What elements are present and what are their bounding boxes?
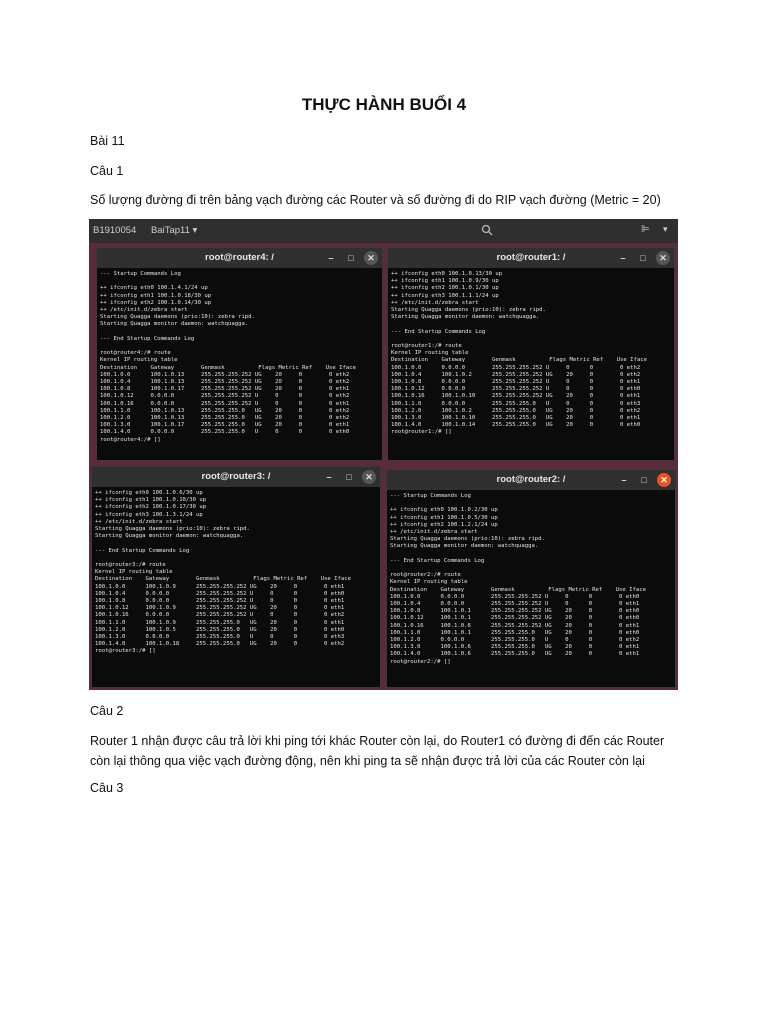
terminal-line: root@router3:/# route bbox=[95, 562, 166, 569]
terminal-line: ++ ifconfig eth0 100.1.0.2/30 up bbox=[390, 507, 498, 514]
terminal-line: 100.1.0.16 100.1.0.10 255.255.255.252 UG 20 0 0 eth1 bbox=[391, 393, 641, 400]
terminal-line: 100.1.1.0 100.1.0.9 255.255.255.0 UG 20 0 0 eth1 bbox=[95, 619, 345, 626]
window-title: root@router3: / bbox=[201, 471, 271, 482]
maximize-icon[interactable]: □ bbox=[641, 475, 647, 485]
terminal-line: ++ ifconfig eth2 100.1.0.14/30 up bbox=[100, 299, 212, 306]
terminal-line: Starting Quagga monitor daemon: watchquagga. bbox=[391, 314, 540, 321]
terminal-line: 100.1.2.0 100.1.0.5 255.255.255.0 UG 20 0 0 eth0 bbox=[95, 626, 345, 633]
terminal-line: --- End Startup Commands Log bbox=[391, 328, 486, 335]
minimize-icon[interactable]: – bbox=[620, 253, 626, 263]
maximize-icon[interactable]: □ bbox=[346, 472, 352, 482]
terminal-line: 100.1.0.8 0.0.0.0 255.255.255.252 U 0 0 0 eth1 bbox=[391, 379, 641, 386]
close-icon[interactable]: ✕ bbox=[656, 251, 670, 265]
desktop-topbar bbox=[89, 219, 678, 243]
terminal-output[interactable] bbox=[95, 490, 377, 685]
terminal-line: --- End Startup Commands Log bbox=[95, 547, 190, 554]
terminal-line: 100.1.0.0 100.1.0.9 255.255.255.252 UG 20 0 0 eth1 bbox=[95, 583, 345, 590]
terminal-line: 100.1.0.16 0.0.0.0 255.255.255.252 U 0 0 0 eth2 bbox=[95, 612, 345, 619]
tab-baitap11[interactable]: BaiTap11 ▾ bbox=[151, 225, 198, 236]
question-1-text: Số lượng đường đi trên bảng vạch đường các Router và số đường đi do RIP vạch đường (Metric = 20) bbox=[90, 193, 661, 207]
terminal-line: 100.1.4.0 0.0.0.0 255.255.255.0 U 0 0 0 eth0 bbox=[100, 429, 350, 436]
window-titlebar[interactable] bbox=[388, 248, 674, 268]
terminal-line: 100.1.0.8 100.1.0.1 255.255.255.252 UG 20 0 0 eth0 bbox=[390, 608, 640, 615]
terminal-line: 100.1.2.0 100.1.0.2 255.255.255.0 UG 20 0 0 eth2 bbox=[391, 407, 641, 414]
terminal-line: Kernel IP routing table bbox=[95, 569, 173, 576]
terminal-line: ++ ifconfig eth1 100.1.0.18/30 up bbox=[100, 292, 212, 299]
terminal-line: ++ ifconfig eth0 100.1.0.6/30 up bbox=[95, 490, 203, 496]
terminal-line: 100.1.0.16 100.1.0.6 255.255.255.252 UG 20 0 0 eth1 bbox=[390, 622, 640, 629]
close-icon[interactable]: ✕ bbox=[657, 473, 671, 487]
chevron-down-icon[interactable]: ▾ bbox=[663, 224, 668, 234]
terminal-line: 100.1.4.0 100.1.0.14 255.255.255.0 UG 20 0 0 eth0 bbox=[391, 422, 641, 429]
terminal-line: ++ ifconfig eth0 100.1.0.13/30 up bbox=[391, 271, 503, 277]
terminal-line: 100.1.1.0 100.1.0.13 255.255.255.0 UG 20 0 0 eth2 bbox=[100, 407, 350, 414]
window-title: root@router2: / bbox=[496, 474, 566, 485]
terminal-line: 100.1.4.0 100.1.0.6 255.255.255.0 UG 20 0 0 eth1 bbox=[390, 651, 640, 658]
window-title: root@router1: / bbox=[496, 252, 566, 263]
terminal-line: ++ /etc/init.d/zebra start bbox=[390, 529, 478, 536]
terminal-line: 100.1.3.0 0.0.0.0 255.255.255.0 U 0 0 0 eth3 bbox=[95, 634, 345, 641]
terminal-line: ++ ifconfig eth2 100.1.2.1/24 up bbox=[390, 521, 498, 528]
terminal-line: Kernel IP routing table bbox=[390, 579, 468, 586]
terminal-line: --- Startup Commands Log bbox=[100, 271, 181, 277]
terminal-line: 100.1.0.12 100.1.0.9 255.255.255.252 UG 20 0 0 eth1 bbox=[95, 605, 345, 612]
terminal-line: --- Startup Commands Log bbox=[390, 493, 471, 499]
terminal-line: 100.1.0.0 0.0.0.0 255.255.255.252 U 0 0 0 eth0 bbox=[390, 593, 640, 600]
terminal-line: ++ ifconfig eth3 100.1.1.1/24 up bbox=[391, 292, 499, 299]
terminal-line: ++ /etc/init.d/zebra start bbox=[95, 518, 183, 525]
terminal-line: ++ ifconfig eth1 100.1.0.9/30 up bbox=[391, 278, 499, 285]
terminal-line: --- End Startup Commands Log bbox=[390, 557, 485, 564]
terminal-line: Destination Gateway Genmask Flags Metric Ref Use Iface bbox=[390, 586, 646, 593]
terminal-window-router2[interactable] bbox=[386, 469, 676, 688]
window-titlebar[interactable] bbox=[387, 470, 675, 490]
minimize-icon[interactable]: – bbox=[326, 472, 332, 482]
terminal-line: ++ ifconfig eth2 100.1.0.17/30 up bbox=[95, 504, 207, 511]
terminal-line: 100.1.0.12 0.0.0.0 255.255.255.252 U 0 0 0 eth0 bbox=[391, 386, 641, 393]
terminal-line: Starting Quagga monitor daemon: watchquagga. bbox=[95, 533, 244, 540]
terminal-line: Kernel IP routing table bbox=[391, 350, 469, 357]
terminal-output[interactable] bbox=[391, 271, 671, 458]
terminal-line: 100.1.0.4 100.1.0.2 255.255.255.252 UG 20 0 0 eth2 bbox=[391, 371, 641, 378]
terminal-line: 100.1.0.4 0.0.0.0 255.255.255.252 U 0 0 0 eth1 bbox=[390, 601, 640, 608]
project-label: B1910054 bbox=[93, 225, 137, 236]
terminal-line: ++ /etc/init.d/zebra start bbox=[100, 307, 188, 314]
terminal-window-router1[interactable] bbox=[387, 247, 675, 461]
terminal-line: Starting Quagga daemons (prio:10): zebra ripd. bbox=[95, 526, 250, 533]
maximize-icon[interactable]: □ bbox=[640, 253, 646, 263]
terminal-line: 100.1.0.16 0.0.0.0 255.255.255.252 U 0 0 0 eth1 bbox=[100, 400, 350, 407]
terminal-line: ++ ifconfig eth1 100.1.0.10/30 up bbox=[95, 497, 207, 504]
terminal-line: Starting Quagga monitor daemon: watchquagga. bbox=[100, 321, 249, 328]
window-titlebar[interactable] bbox=[97, 248, 382, 268]
terminal-line: 100.1.0.8 100.1.0.17 255.255.255.252 UG 20 0 0 eth1 bbox=[100, 386, 350, 393]
terminal-line: 100.1.0.4 100.1.0.13 255.255.255.252 UG 20 0 0 eth2 bbox=[100, 379, 350, 386]
terminal-line: 100.1.2.0 0.0.0.0 255.255.255.0 U 0 0 0 eth2 bbox=[390, 637, 640, 644]
terminal-window-router3[interactable] bbox=[91, 466, 381, 688]
question-1-heading: Câu 1 bbox=[90, 164, 124, 178]
terminal-line: 100.1.4.0 100.1.0.18 255.255.255.0 UG 20 0 0 eth2 bbox=[95, 641, 345, 648]
terminal-line: 100.1.3.0 100.1.0.10 255.255.255.0 UG 20 0 0 eth1 bbox=[391, 415, 641, 422]
terminal-line: Destination Gateway Genmask Flags Metric Ref Use Iface bbox=[100, 364, 356, 371]
terminal-line: root@router2:/# [] bbox=[390, 658, 451, 665]
terminal-line: Destination Gateway Genmask Flags Metric Ref Use Iface bbox=[95, 576, 351, 583]
terminal-line: 100.1.1.0 0.0.0.0 255.255.255.0 U 0 0 0 eth3 bbox=[391, 400, 641, 407]
terminal-line: Kernel IP routing table bbox=[100, 357, 178, 364]
question-2-heading: Câu 2 bbox=[90, 704, 124, 718]
question-2-text: Router 1 nhận được câu trả lời khi ping tới khác Router còn lại, do Router1 có đường đi đến các Router còn lại thông qua việc vạch đường động, nên khi ping ta sẽ nhận được trả lời của các Router còn lại bbox=[90, 734, 665, 768]
exercise-heading: Bài 11 bbox=[90, 134, 125, 148]
terminal-line: 100.1.0.4 0.0.0.0 255.255.255.252 U 0 0 0 eth0 bbox=[95, 590, 345, 597]
question-3-heading: Câu 3 bbox=[90, 781, 124, 795]
terminal-line: ++ /etc/init.d/zebra start bbox=[391, 299, 479, 306]
terminal-line: Starting Quagga daemons (prio:10): zebra ripd. bbox=[100, 314, 255, 321]
terminal-line: Starting Quagga daemons (prio:10): zebra ripd. bbox=[391, 307, 546, 314]
terminal-line: root@router1:/# [] bbox=[391, 429, 452, 436]
terminal-line: --- End Startup Commands Log bbox=[100, 335, 195, 342]
terminal-line: 100.1.1.0 100.1.0.1 255.255.255.0 UG 20 0 0 eth0 bbox=[390, 629, 640, 636]
terminal-line: 100.1.2.0 100.1.0.13 255.255.255.0 UG 20 0 0 eth2 bbox=[100, 415, 350, 422]
terminal-line: 100.1.0.12 100.1.0.1 255.255.255.252 UG 20 0 0 eth0 bbox=[390, 615, 640, 622]
terminal-line: 100.1.3.0 100.1.0.17 255.255.255.0 UG 20 0 0 eth1 bbox=[100, 422, 350, 429]
window-titlebar[interactable] bbox=[92, 467, 380, 487]
terminal-line: ++ ifconfig eth2 100.1.0.1/30 up bbox=[391, 285, 499, 292]
terminal-line: Destination Gateway Genmask Flags Metric Ref Use Iface bbox=[391, 357, 647, 364]
minimize-icon[interactable]: – bbox=[328, 253, 334, 263]
terminal-line: 100.1.0.0 0.0.0.0 255.255.255.252 U 0 0 0 eth2 bbox=[391, 364, 641, 371]
terminal-window-router4[interactable] bbox=[96, 247, 383, 461]
terminal-line: ++ ifconfig eth0 100.1.4.1/24 up bbox=[100, 285, 208, 292]
close-icon[interactable]: ✕ bbox=[364, 251, 378, 265]
search-icon[interactable] bbox=[481, 224, 493, 236]
hamburger-icon[interactable]: ⊫ bbox=[641, 224, 650, 235]
page-title: THỰC HÀNH BUỔI 4 bbox=[301, 95, 467, 114]
terminal-line: Starting Quagga daemons (prio:10): zebra ripd. bbox=[390, 536, 545, 543]
terminal-line: root@router4:/# [] bbox=[100, 436, 161, 443]
terminal-line: root@router3:/# [] bbox=[95, 648, 156, 655]
window-title: root@router4: / bbox=[205, 252, 274, 263]
terminal-line: root@router1:/# route bbox=[391, 343, 462, 350]
terminal-line: Starting Quagga monitor daemon: watchquagga. bbox=[390, 543, 539, 550]
terminal-line: ++ ifconfig eth3 100.1.3.1/24 up bbox=[95, 511, 203, 518]
close-icon[interactable]: ✕ bbox=[362, 470, 376, 484]
terminal-output[interactable] bbox=[390, 493, 672, 685]
terminal-line: root@router2:/# route bbox=[390, 572, 461, 579]
maximize-icon[interactable]: □ bbox=[348, 253, 354, 263]
terminal-screenshot bbox=[89, 219, 678, 690]
terminal-line: 100.1.3.0 100.1.0.6 255.255.255.0 UG 20 0 0 eth1 bbox=[390, 644, 640, 651]
minimize-icon[interactable]: – bbox=[621, 475, 627, 485]
terminal-line: 100.1.0.0 100.1.0.13 255.255.255.252 UG 20 0 0 eth2 bbox=[100, 371, 350, 378]
terminal-output[interactable] bbox=[100, 271, 379, 458]
terminal-line: 100.1.0.12 0.0.0.0 255.255.255.252 U 0 0 0 eth2 bbox=[100, 393, 350, 400]
terminal-line: ++ ifconfig eth1 100.1.0.5/30 up bbox=[390, 514, 498, 521]
terminal-line: 100.1.0.8 0.0.0.0 255.255.255.252 U 0 0 0 eth1 bbox=[95, 598, 345, 605]
terminal-line: root@router4:/# route bbox=[100, 350, 171, 357]
